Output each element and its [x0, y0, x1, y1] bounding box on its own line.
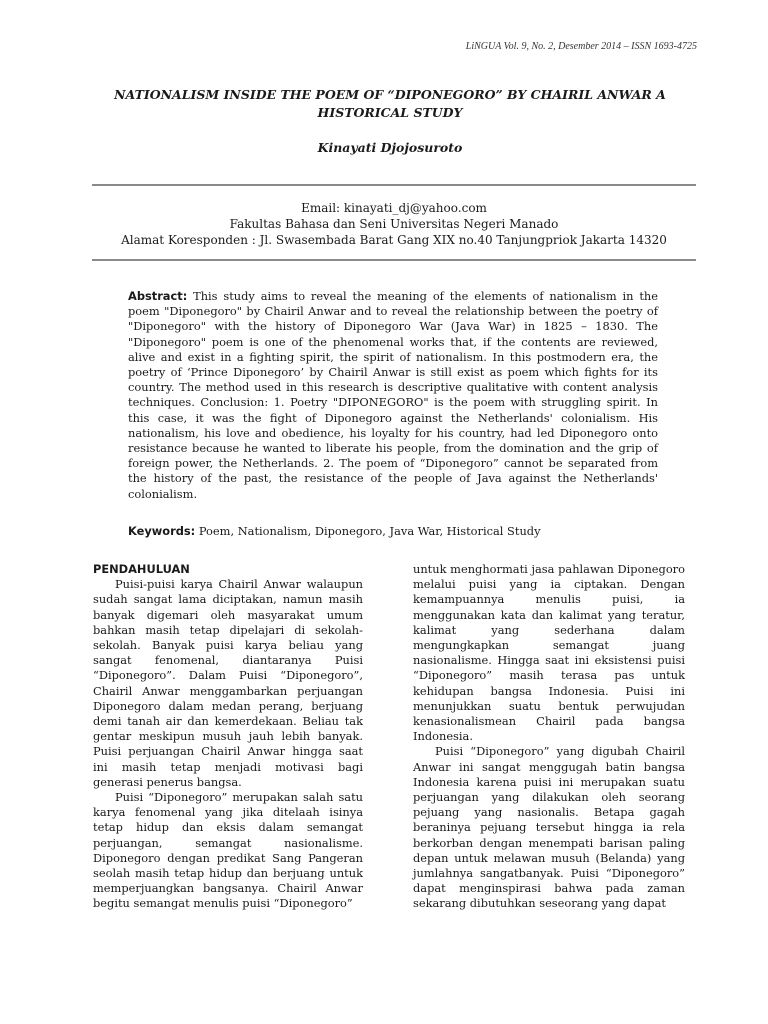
abstract-label: Abstract: [128, 289, 188, 303]
body-paragraph: Puisi “Diponegoro” yang digubah Chairil Anwar ini sangat menggugah batin bangsa Indonesia karena puisi ini merupakan suatu perjuangan yang dilakukan oleh seorang pejuang yang nasionalis. Betapa gagah beraninya pejuang tersebut hingga ia rela berkorban dengan menempati barisan paling depan untuk melawan musuh (Belanda) yang jumlahnya sangatbanyak. Puisi “Diponegoro” dapat menginspirasi bahwa pada zaman sekarang dibutuhkan seseorang yang dapat [413, 744, 685, 911]
body-paragraph: Puisi “Diponegoro” merupakan salah satu karya fenomenal yang jika ditelaah isinya tetap hidup dan eksis dalam semangat perjuangan, semangat nasionalisme. Diponegoro dengan predikat Sang Pangeran seolah masih tetap hidup dan berjuang untuk memperjuangkan bangsanya. Chairil Anwar begitu semangat menulis puisi “Diponegoro” [93, 790, 363, 911]
article-title: NATIONALISM INSIDE THE POEM OF “DIPONEGORO” BY CHAIRIL ANWAR A HISTORICAL STUDY [114, 87, 666, 120]
abstract [128, 289, 658, 502]
divider-bottom [92, 259, 696, 261]
keywords [128, 524, 668, 538]
author-name: Kinayati Djojosuroto [317, 140, 463, 155]
body-column-right [413, 562, 685, 912]
keywords-text: Poem, Nationalism, Diponegoro, Java War, Historical Study [198, 524, 541, 538]
author-affiliation: Fakultas Bahasa dan Seni Universitas Negeri Manado [229, 217, 559, 231]
author-email: Email: kinayati_dj@yahoo.com [301, 201, 487, 215]
body-paragraph: Puisi-puisi karya Chairil Anwar walaupun sudah sangat lama diciptakan, namun masih banyak digemari oleh masyarakat umum bahkan masih tetap dipelajari di sekolah-sekolah. Banyak puisi karya beliau yang sangat fenomenal, diantaranya Puisi “Diponegoro”. Dalam Puisi “Diponegoro”, Chairil Anwar menggambarkan perjuangan Diponegoro dalam medan perang, berjuang demi tanah air dan kemerdekaan. Beliau tak gentar meskipun musuh jauh lebih banyak. Puisi perjuangan Chairil Anwar hingga saat ini masih tetap menjadi motivasi bagi generasi penerus bangsa. [93, 577, 363, 789]
divider-top [92, 184, 696, 186]
author-affiliation-block [92, 200, 696, 248]
abstract-text: This study aims to reveal the meaning of the elements of nationalism in the poem "Diponegoro" by Chairil Anwar and to reveal the relationship between the poetry of "Diponegoro" with the history of Diponegoro War (Java War) in 1825 – 1830. The "Diponegoro" poem is one of the phenomenal works that, if the contents are reviewed, alive and exist in a fighting spirit, the spirit of nationalism. In this postmodern era, the poetry of ‘Prince Diponegoro’ by Chairil Anwar is still exist as poem which fights for its country. The method used in this research is descriptive qualitative with content analysis techniques. Conclusion: 1. Poetry "DIPONEGORO" is the poem with struggling spirit. In this case, it was the fight of Diponegoro against the Netherlands' colonialism. His nationalism, his love and obedience, his loyalty for his country, had led Diponegoro onto resistance because he wanted to liberate his people, from the domination and the grip of foreign power, the Netherlands. 2. The poem of “Diponegoro” cannot be separated from the history of the past, the resistance of the people of Java against the Netherlands' colonialism. [128, 289, 658, 501]
section-heading: PENDAHULUAN [93, 562, 190, 576]
keywords-label: Keywords: [128, 524, 196, 538]
journal-citation: LiNGUA Vol. 9, No. 2, Desember 2014 – ISSN 1693-4725 [465, 41, 697, 52]
author-address: Alamat Koresponden : Jl. Swasembada Barat Gang XIX no.40 Tanjungpriok Jakarta 14320 [121, 233, 667, 247]
body-paragraph: untuk menghormati jasa pahlawan Diponegoro melalui puisi yang ia ciptakan. Dengan kemampuannya menulis puisi, ia menggunakan kata dan kalimat yang teratur, kalimat yang sederhana dalam mengungkapkan semangat juang nasionalisme. Hingga saat ini eksistensi puisi “Diponegoro” masih terasa pas untuk kehidupan bangsa Indonesia. Puisi ini menunjukkan suatu bentuk perwujudan kenasionalismean Chairil pada bangsa Indonesia. [413, 562, 685, 744]
body-column-left [93, 562, 363, 912]
